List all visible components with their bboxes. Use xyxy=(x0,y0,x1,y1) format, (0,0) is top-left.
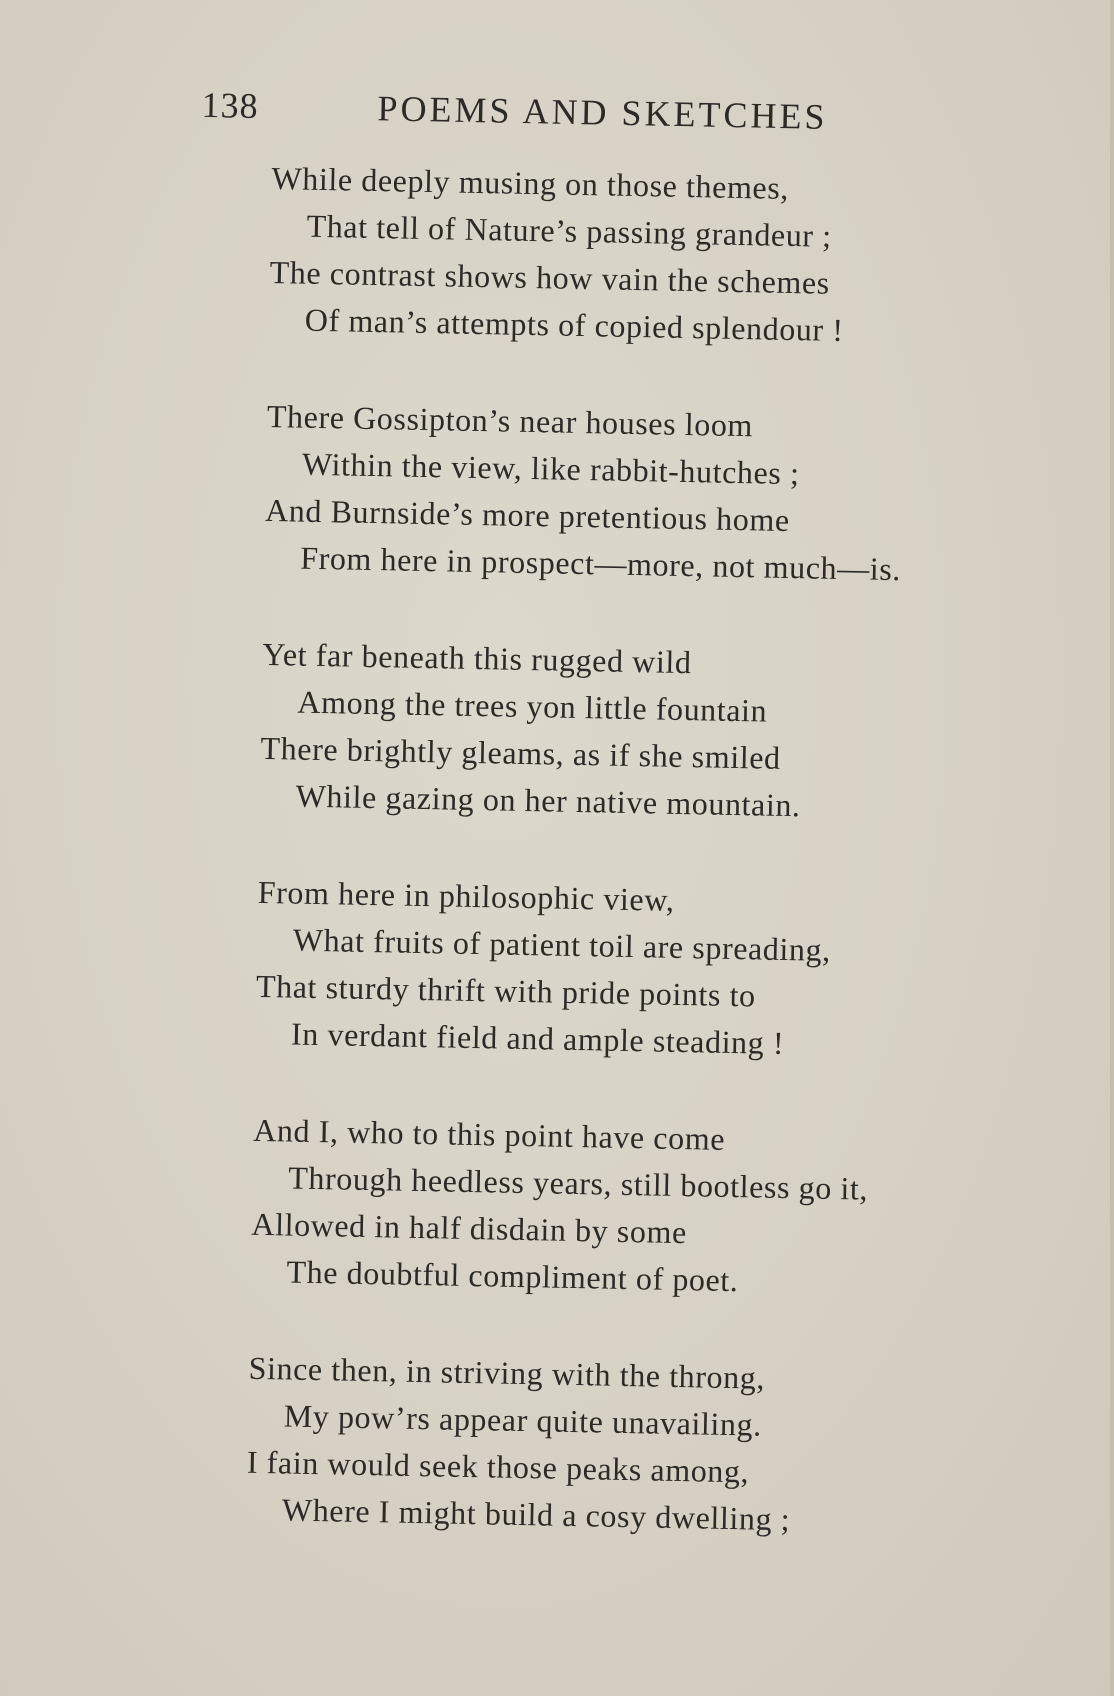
stanza xyxy=(259,631,1022,834)
poem-line: My pow’rs appear quite unavailing. xyxy=(283,1397,763,1443)
poem-line: From here in prospect—more, not much—is. xyxy=(299,539,902,588)
poem-body xyxy=(245,155,1032,1597)
poem-line: What fruits of patient toil are spreading, xyxy=(292,921,832,968)
poem-line: Among the trees yon little fountain xyxy=(297,683,768,729)
poem-line: While gazing on her native mountain. xyxy=(295,777,801,824)
stanza xyxy=(250,1107,1013,1310)
poem-line: Since then, in striving with the throng, xyxy=(248,1349,766,1396)
poem-line: In verdant field and ample steading ! xyxy=(290,1015,785,1061)
poem-line: Allowed in half disdain by some xyxy=(251,1205,688,1251)
page-edge xyxy=(1110,0,1114,1696)
running-title: POEMS AND SKETCHES xyxy=(377,88,828,137)
poem-line: That sturdy thrift with pride points to xyxy=(255,967,757,1014)
poem-line: Where I might build a cosy dwelling ; xyxy=(281,1491,791,1538)
poem-line: While deeply musing on those themes, xyxy=(271,159,790,206)
poem-line: And I, who to this point have come xyxy=(252,1111,726,1157)
poem-line: The doubtful compliment of poet. xyxy=(286,1253,739,1299)
poem-line: And Burnside’s more pretentious home xyxy=(264,491,791,539)
poem-line: Of man’s attempts of copied splendour ! xyxy=(304,301,844,349)
poem-line: Through heedless years, still bootless go it, xyxy=(288,1159,869,1207)
poem-line: The contrast shows how vain the schemes xyxy=(269,253,831,301)
stanza xyxy=(264,393,1027,596)
poem-line: There brightly gleams, as if she smiled xyxy=(260,729,782,776)
page-number: 138 xyxy=(201,84,259,126)
page-header xyxy=(0,80,1114,161)
stanza xyxy=(255,869,1018,1072)
poem-line: Yet far beneath this rugged wild xyxy=(262,635,692,681)
poem-line: I fain would seek those peaks among, xyxy=(246,1443,750,1490)
stanza xyxy=(268,155,1031,358)
poem-line: That tell of Nature’s passing grandeur ; xyxy=(306,207,833,254)
poem-line: There Gossipton’s near houses loom xyxy=(266,397,754,444)
stanza xyxy=(246,1345,1009,1548)
poem-line: From here in philosophic view, xyxy=(257,873,675,918)
poem-line: Within the view, like rabbit-hutches ; xyxy=(301,445,800,492)
